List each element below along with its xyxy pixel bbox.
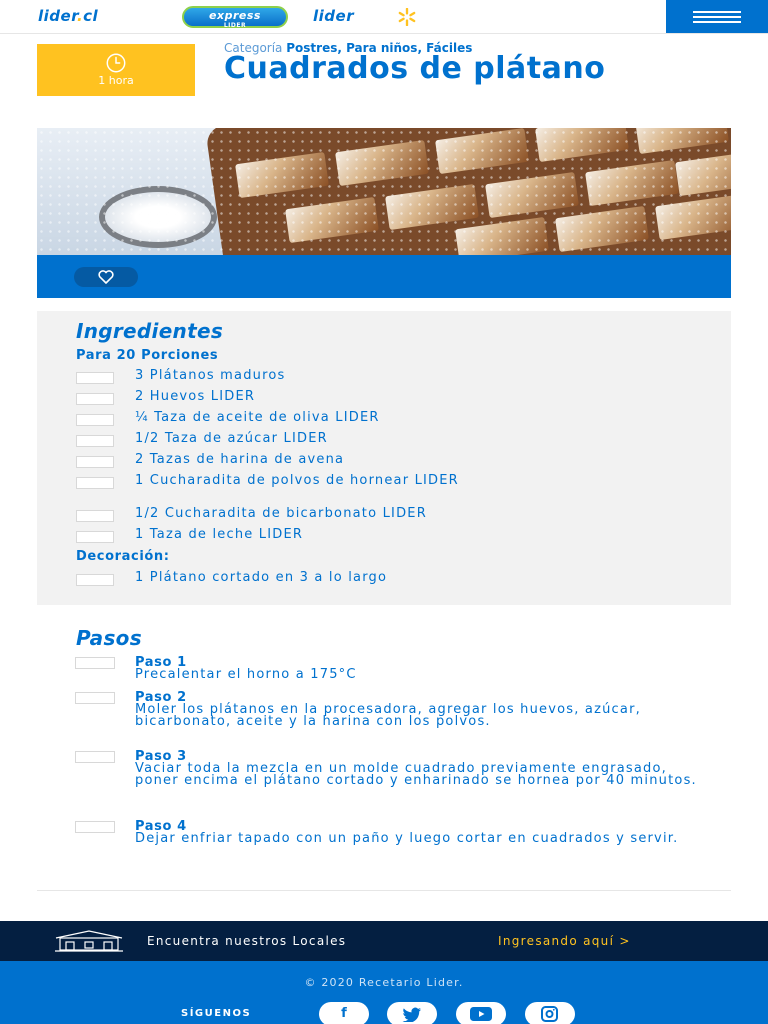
express-logo[interactable]: express LIDER <box>182 6 288 28</box>
ingredient-checkbox[interactable] <box>76 435 114 447</box>
hamburger-icon <box>693 21 741 23</box>
favorite-button[interactable] <box>74 267 138 287</box>
site-footer <box>0 961 768 1024</box>
ingredient-checkbox[interactable] <box>76 456 114 468</box>
cook-time: 1 hora <box>98 74 134 87</box>
step-checkbox[interactable] <box>75 821 115 833</box>
stores-link[interactable]: Ingresando aquí > <box>498 934 631 948</box>
lidercl-logo[interactable]: lider.cl <box>38 7 99 25</box>
stores-bar <box>0 921 768 961</box>
recipe-categories: Categoría Postres, Para niños, Fáciles <box>224 41 473 55</box>
step-text: Vaciar toda la mezcla en un molde cuadrado previamente engrasado, poner encima el plátano cortado y enharinado se hornea por 40 minutos. <box>135 761 697 788</box>
steps-heading: Pasos <box>76 626 142 650</box>
step-label: Paso 3 <box>135 749 187 764</box>
store-icon <box>54 930 124 952</box>
lider-logo[interactable]: lider <box>313 7 355 25</box>
ingredient-checkbox[interactable] <box>76 531 114 543</box>
instagram-icon <box>541 1006 558 1022</box>
recipe-photo <box>37 128 731 255</box>
ingredient-checkbox[interactable] <box>76 372 114 384</box>
step-text: Dejar enfriar tapado con un paño y luego cortar en cuadrados y servir. <box>135 831 679 846</box>
cook-time-badge <box>37 44 195 96</box>
step-checkbox[interactable] <box>75 657 115 669</box>
favorite-bar <box>37 255 731 298</box>
portions-label: Para 20 Porciones <box>76 348 219 363</box>
stores-text: Encuentra nuestros Locales <box>147 934 347 948</box>
ingredient-checkbox[interactable] <box>76 393 114 405</box>
menu-button[interactable] <box>666 0 768 33</box>
step-text: Precalentar el horno a 175°C <box>135 667 357 682</box>
ingredient-checkbox[interactable] <box>76 510 114 522</box>
instagram-button[interactable] <box>525 1002 575 1024</box>
heart-icon <box>98 270 114 284</box>
step-checkbox[interactable] <box>75 692 115 704</box>
youtube-icon <box>470 1007 492 1021</box>
twitter-button[interactable] <box>387 1002 437 1024</box>
facebook-button[interactable] <box>319 1002 369 1024</box>
site-header <box>0 0 768 34</box>
page-title: Cuadrados de plátano <box>224 51 606 86</box>
step-checkbox[interactable] <box>75 751 115 763</box>
ingredient-checkbox[interactable] <box>76 414 114 426</box>
step-label: Paso 1 <box>135 655 187 670</box>
ingredient-checkbox[interactable] <box>76 477 114 489</box>
hamburger-icon <box>693 16 741 18</box>
facebook-icon: f <box>341 1006 347 1021</box>
follow-label: SÍGUENOS <box>181 1008 252 1019</box>
decoration-label: Decoración: <box>76 549 170 564</box>
youtube-button[interactable] <box>456 1002 506 1024</box>
step-text: Moler los plátanos en la procesadora, agregar los huevos, azúcar, bicarbonato, aceite y la harina con los polvos. <box>135 702 641 729</box>
hamburger-icon <box>693 11 741 13</box>
step-label: Paso 4 <box>135 819 187 834</box>
copyright: © 2020 Recetario Lider. <box>304 976 464 989</box>
step-label: Paso 2 <box>135 690 187 705</box>
clock-icon <box>105 52 127 74</box>
ingredients-heading: Ingredientes <box>76 319 224 343</box>
twitter-icon <box>402 1007 422 1022</box>
ingredient-checkbox[interactable] <box>76 574 114 586</box>
divider <box>37 890 731 891</box>
spark-icon <box>398 8 416 26</box>
